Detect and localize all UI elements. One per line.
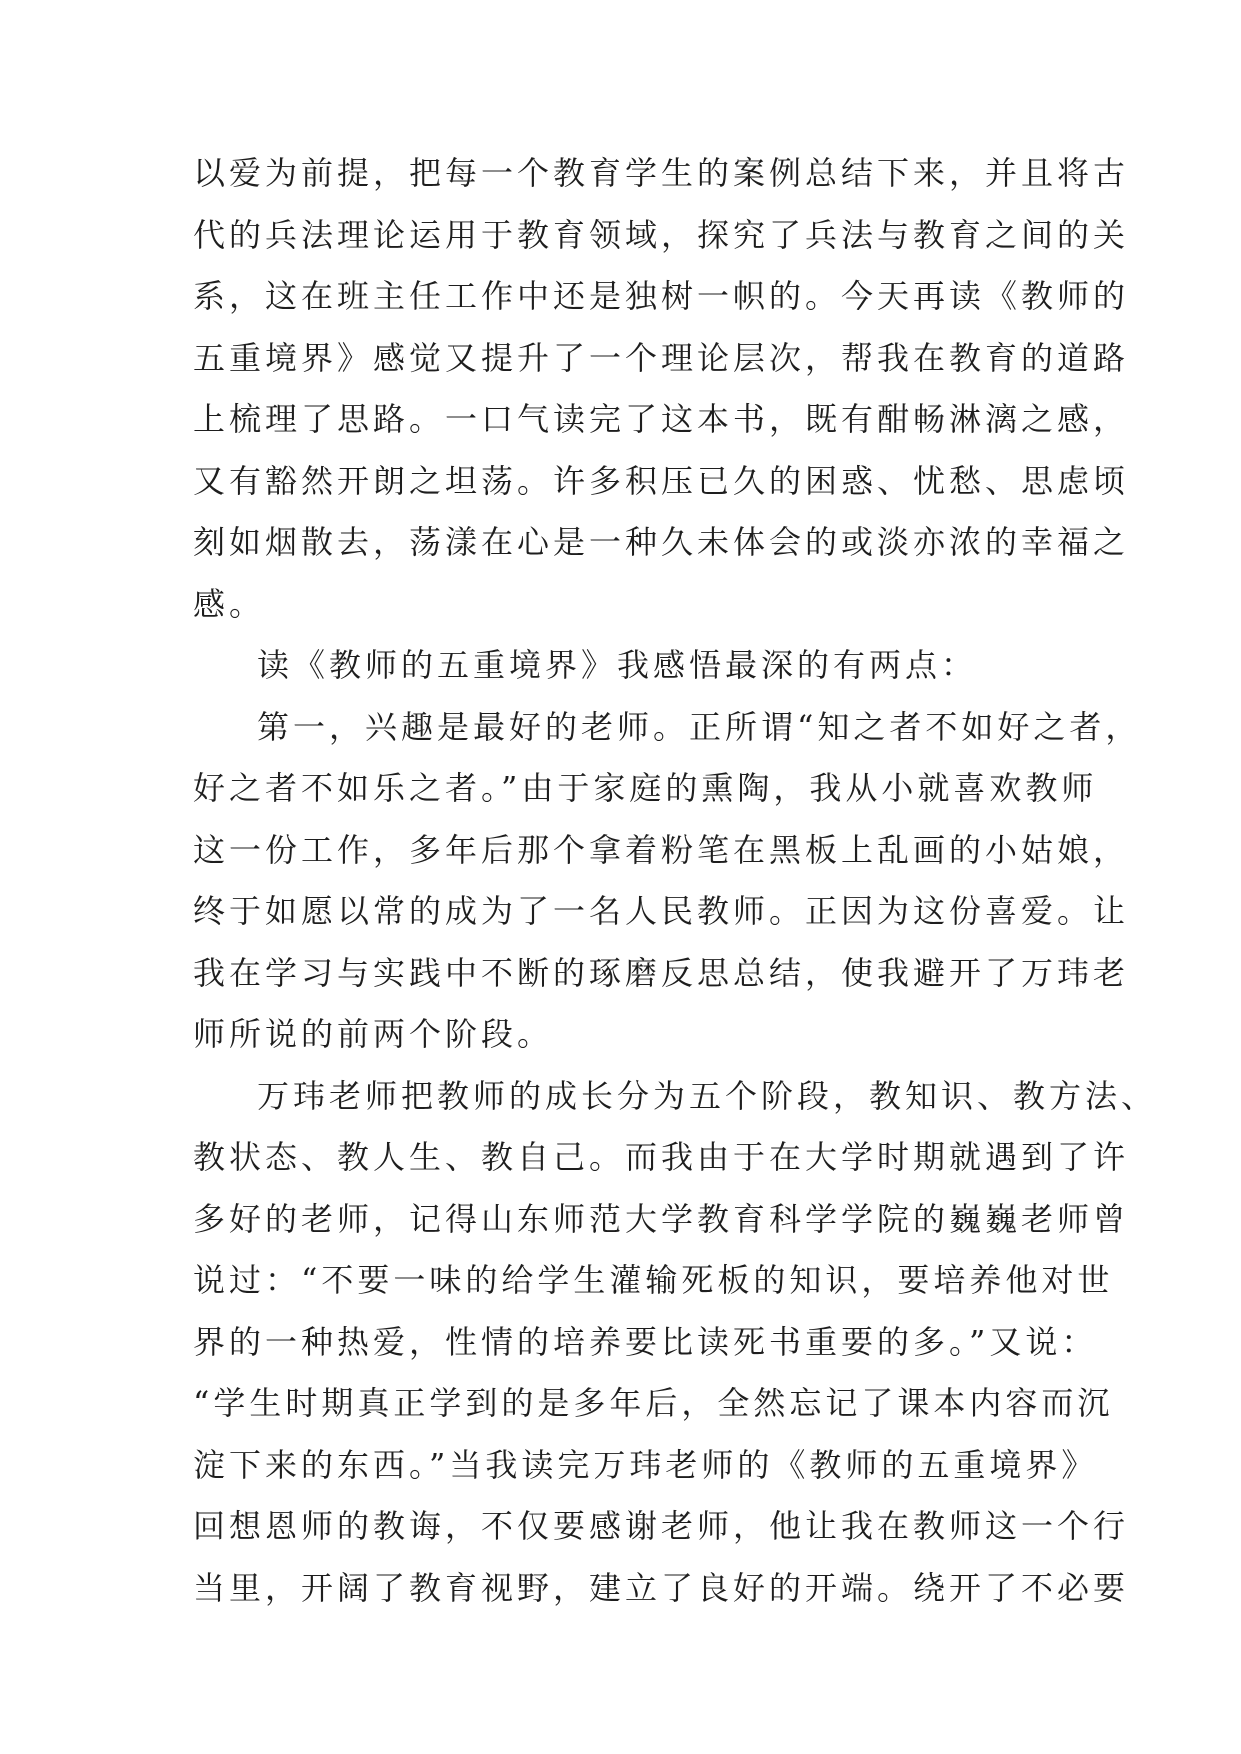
text-line: 又有豁然开朗之坦荡。许多积压已久的困惑、忧愁、思虑顷 bbox=[193, 461, 1130, 500]
text-line: 第一，兴趣是最好的老师。正所谓“知之者不如好之者， bbox=[257, 707, 1142, 746]
text-line: 系，这在班主任工作中还是独树一帜的。今天再读《教师的 bbox=[193, 277, 1130, 315]
text-line: 师所说的前两个阶段。 bbox=[193, 1015, 554, 1053]
text-line: 我在学习与实践中不断的琢磨反思总结，使我避开了万玮老 bbox=[193, 953, 1130, 992]
text-line: 这一份工作，多年后那个拿着粉笔在黑板上乱画的小姑娘， bbox=[193, 830, 1130, 869]
text-line: “学生时期真正学到的是多年后，全然忘记了课本内容而沉 bbox=[193, 1384, 1114, 1422]
text-line: 界的一种热爱，性情的培养要比读死书重要的多。”又说： bbox=[193, 1322, 1098, 1361]
text-line: 以爱为前提，把每一个教育学生的案例总结下来，并且将古 bbox=[193, 154, 1130, 192]
text-line: 终于如愿以常的成为了一名人民教师。正因为这份喜爱。让 bbox=[193, 892, 1130, 930]
text-line: 说过：“不要一味的给学生灌输死板的知识，要培养他对世 bbox=[193, 1261, 1114, 1299]
text-line: 感。 bbox=[193, 584, 266, 623]
text-line: 上梳理了思路。一口气读完了这本书，既有酣畅淋漓之感， bbox=[193, 400, 1130, 438]
text-line: 淀下来的东西。”当我读完万玮老师的《教师的五重境界》 bbox=[193, 1445, 1098, 1484]
text-line: 回想恩师的教诲，不仅要感谢老师，他让我在教师这一个行 bbox=[193, 1507, 1130, 1545]
text-line: 当里，开阔了教育视野，建立了良好的开端。绕开了不必要 bbox=[193, 1568, 1130, 1607]
text-line: 代的兵法理论运用于教育领域，探究了兵法与教育之间的关 bbox=[193, 215, 1130, 254]
text-line: 刻如烟散去，荡漾在心是一种久未体会的或淡亦浓的幸福之 bbox=[193, 523, 1130, 561]
text-line: 多好的老师，记得山东师范大学教育科学学院的巍巍老师曾 bbox=[193, 1199, 1130, 1238]
text-line: 教状态、教人生、教自己。而我由于在大学时期就遇到了许 bbox=[193, 1138, 1130, 1176]
text-line: 万玮老师把教师的成长分为五个阶段，教知识、教方法、 bbox=[257, 1076, 1158, 1115]
text-line: 好之者不如乐之者。”由于家庭的熏陶，我从小就喜欢教师 bbox=[193, 769, 1098, 807]
text-line: 读《教师的五重境界》我感悟最深的有两点： bbox=[257, 646, 978, 684]
document-body bbox=[193, 143, 1158, 1619]
text-line: 五重境界》感觉又提升了一个理论层次，帮我在教育的道路 bbox=[193, 338, 1130, 377]
